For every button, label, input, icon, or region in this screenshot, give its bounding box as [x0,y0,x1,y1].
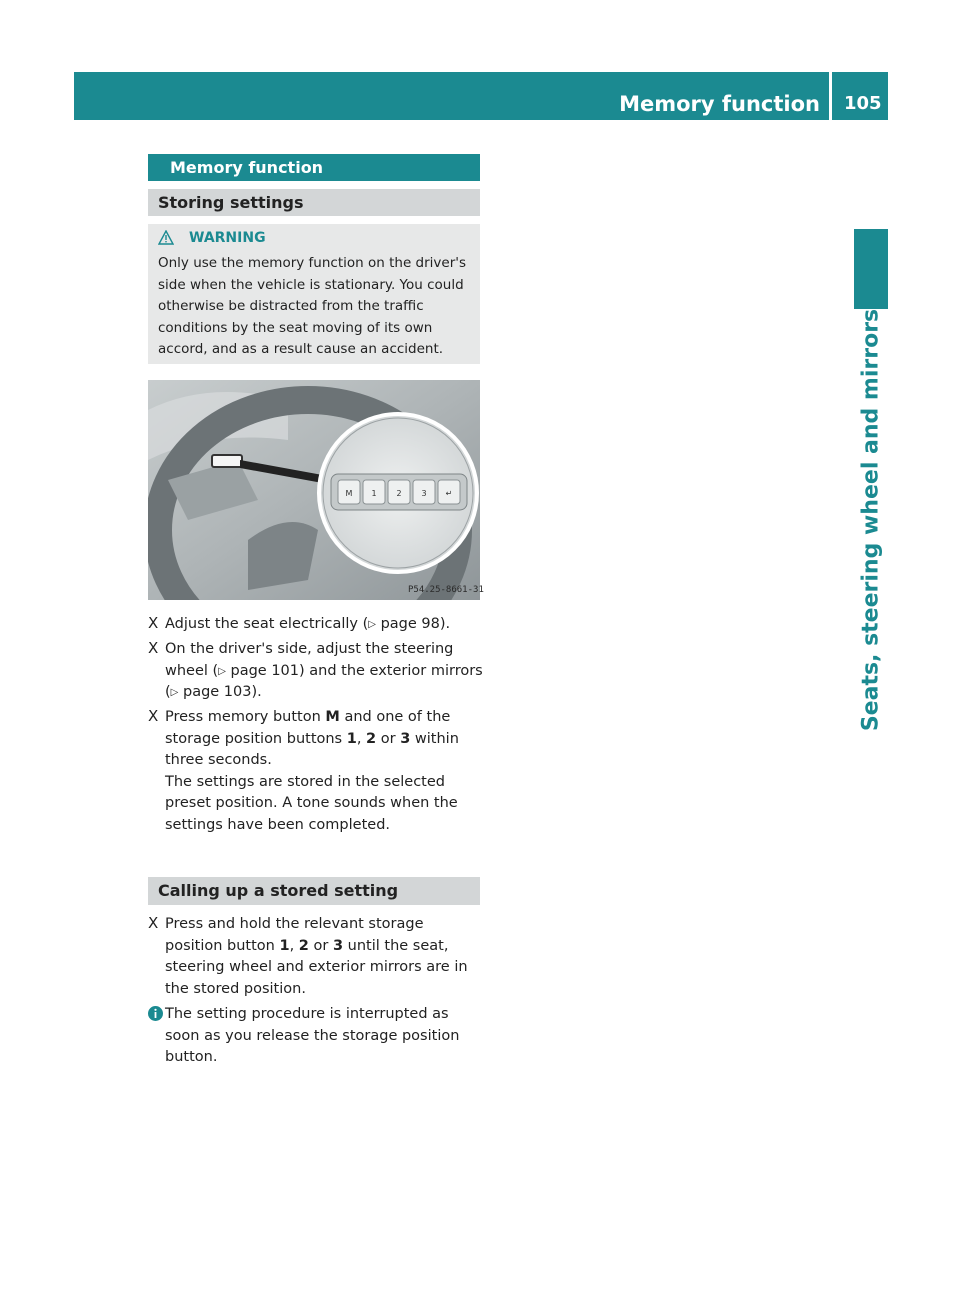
image-code: P54.25-8661-31 [408,585,484,595]
photo-button-m: M [345,489,353,498]
header-section-title: Memory function [619,92,820,116]
step-adjust-steering: On the driver's side, adjust the steering wheel (▷ page 101) and the exterior mirrors (▷ page 103). [165,641,483,700]
step-marker: X [148,707,159,725]
warning-text: Only use the memory function on the driver's side when the vehicle is stationary. You could otherwise be distracted from the traffic conditions by the seat moving of its own accord, and as a result cause an accident. [158,255,466,358]
header-divider [829,72,832,120]
chapter-tab [854,229,888,309]
warning-triangle-icon [158,230,174,245]
page-number: 105 [844,93,882,114]
photo-button-1: 1 [371,489,377,498]
photo-button-2: 2 [396,489,402,498]
step-press-memory: Press memory button M and one of the storage position buttons 1, 2 or 3 within three seconds. The settings are stored in the selected preset position. A tone sounds when the settings have been completed. [165,709,459,833]
info-icon [148,1006,163,1021]
photo-button-3: 3 [421,489,427,498]
page-ref-icon: ▷ [218,665,226,677]
photo-button-return: ↵ [445,489,453,498]
step-adjust-seat: Adjust the seat electrically (▷ page 98). [165,616,451,632]
info-note: The setting procedure is interrupted as soon as you release the storage position button. [165,1006,460,1065]
chapter-title: Seats, steering wheel and mirrors [858,308,884,732]
subsection-heading-storing-settings: Storing settings [148,189,480,216]
subsection-heading-calling-up: Calling up a stored setting [148,877,480,905]
step-marker: X [148,614,159,632]
memory-button-row [338,480,460,504]
memory-buttons-photo [148,380,480,600]
step-press-hold: Press and hold the relevant storage position button 1, 2 or 3 until the seat, steering wheel and exterior mirrors are in the stored position. [165,916,468,997]
page-ref-icon: ▷ [170,687,179,698]
warning-title: WARNING [189,230,266,246]
page-ref-icon: ▷ [368,619,376,630]
step-result: The settings are stored in the selected preset position. A tone sounds when the settings have been completed. [165,773,458,833]
step-marker: X [148,914,159,932]
section-heading-memory-function: Memory function [148,154,480,181]
step-marker: X [148,639,159,657]
